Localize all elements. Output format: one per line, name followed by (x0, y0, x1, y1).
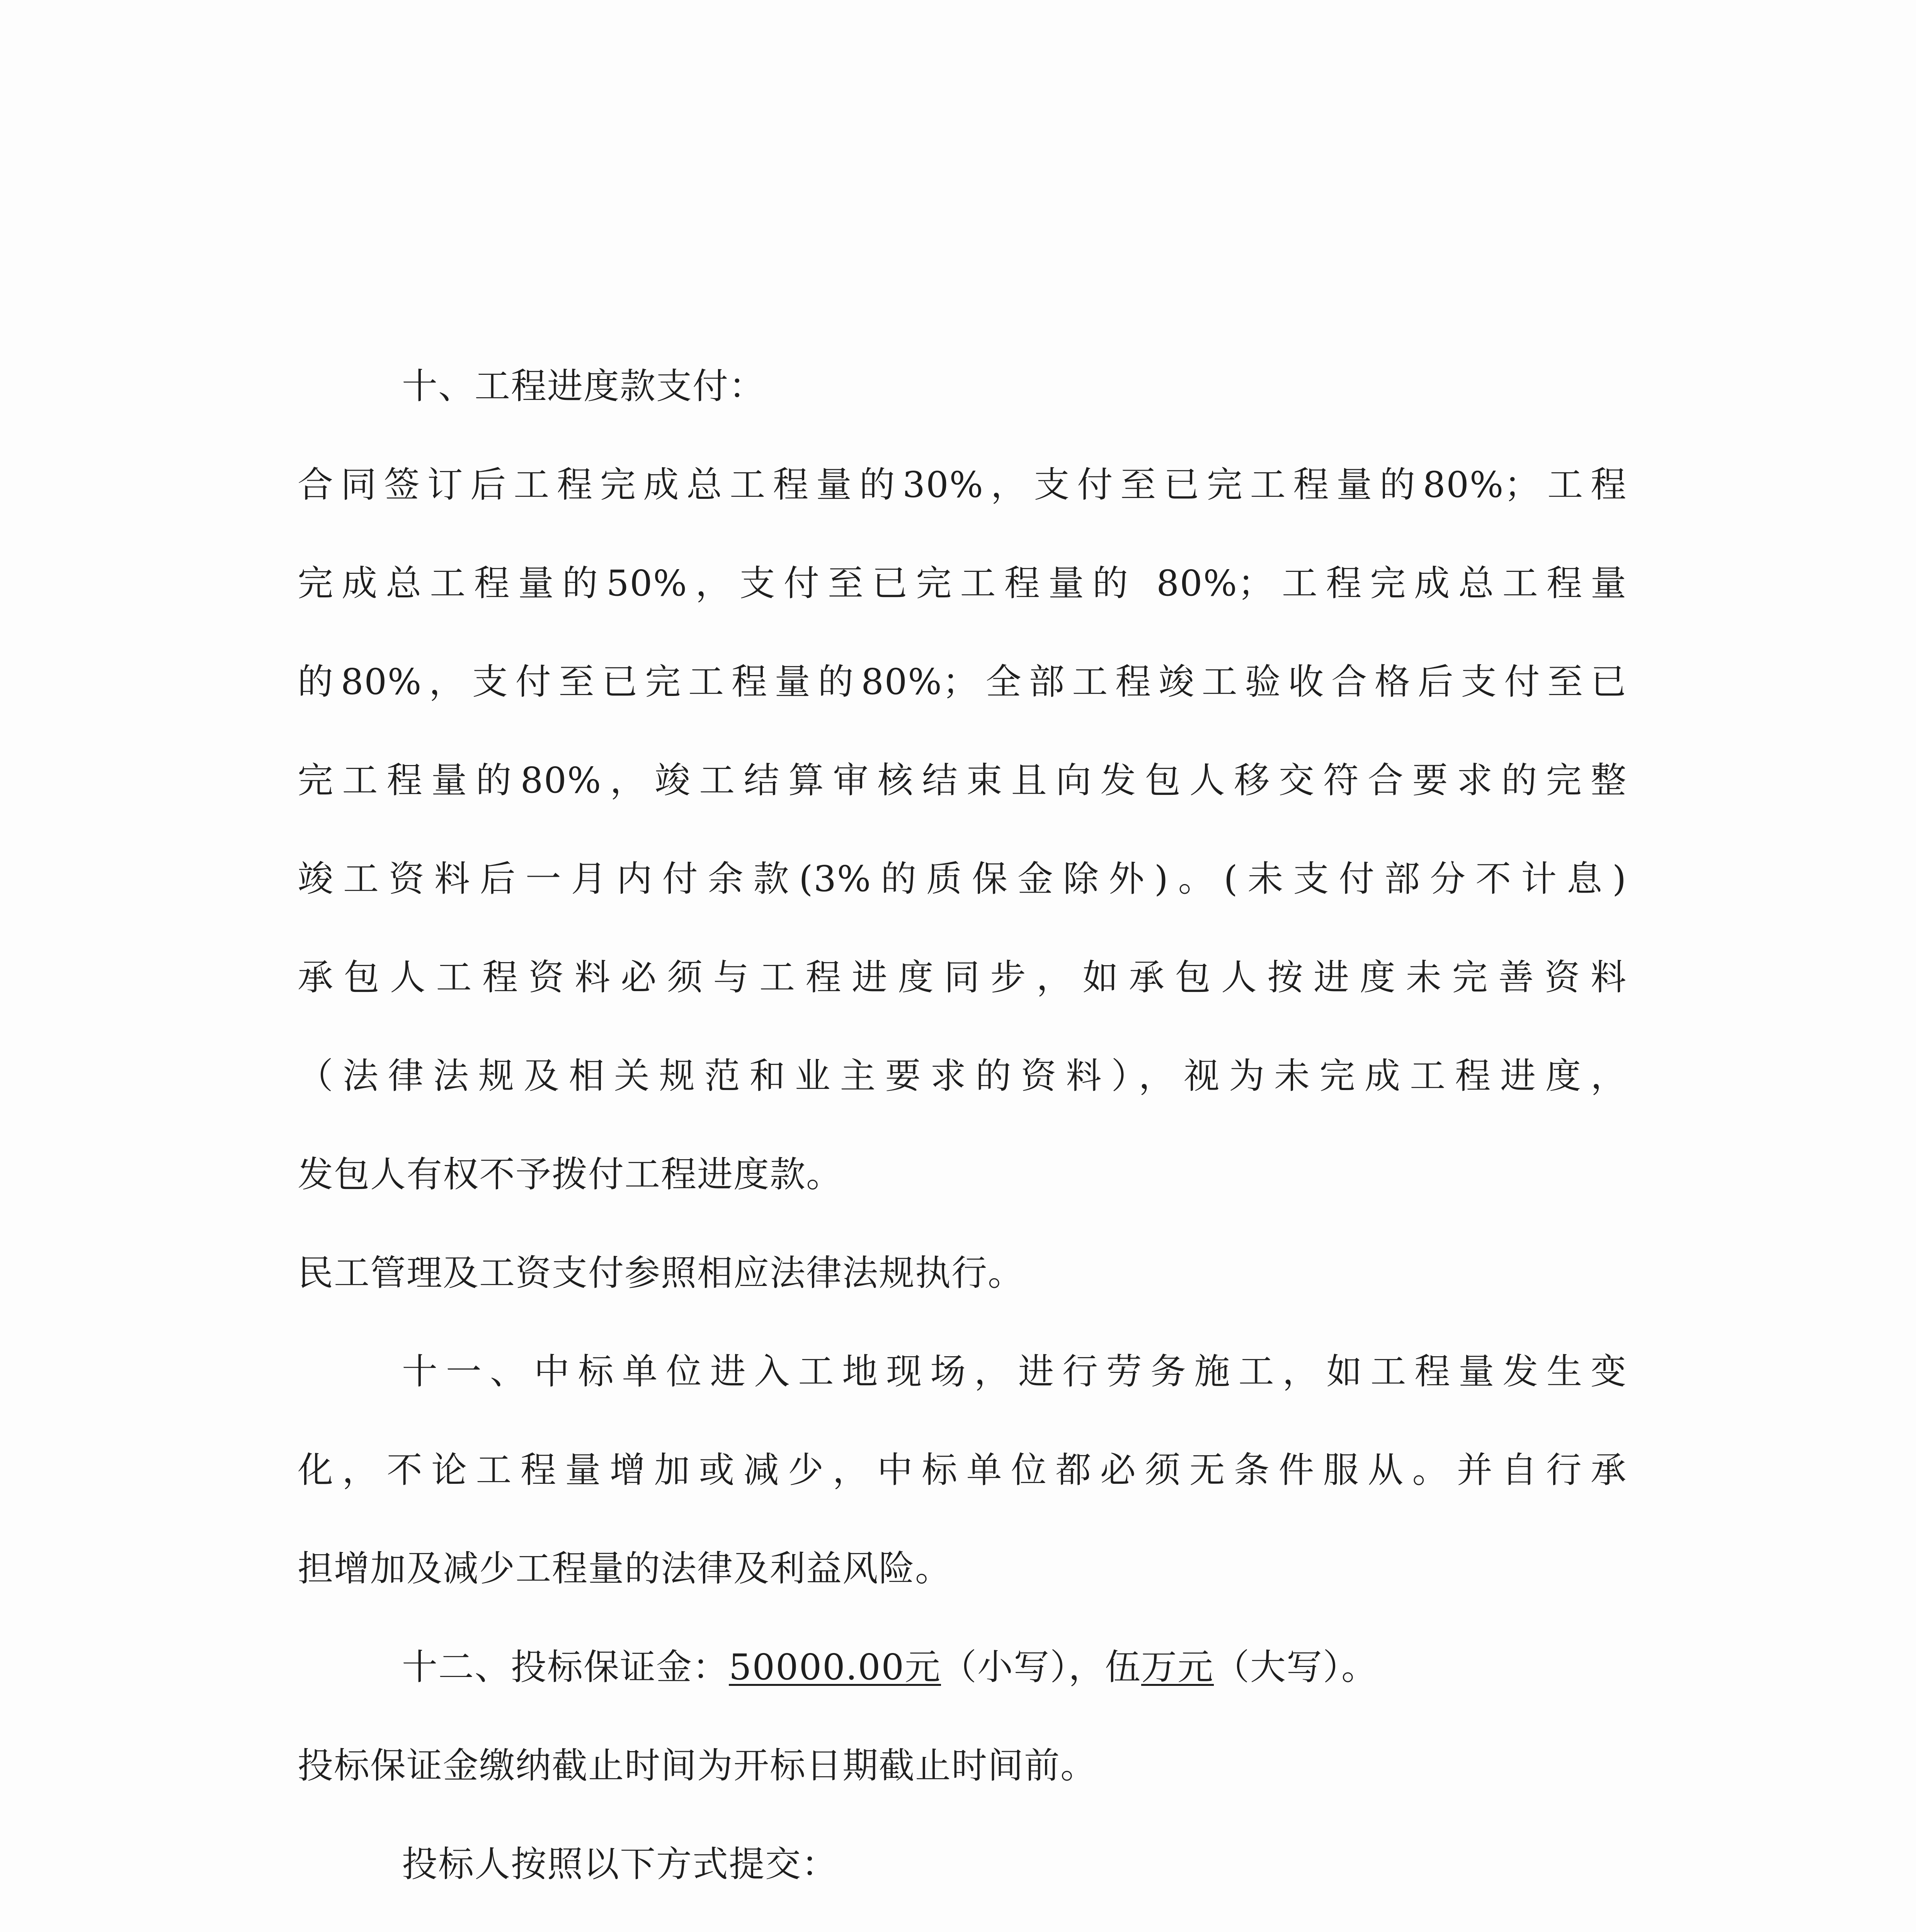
section-10-wage-note: 民工管理及工资支付参照相应法律法规执行。 (298, 1252, 1024, 1294)
section-10-para-line: 合同签订后工程完成总工程量的30%，支付至已完工程量的80%；工程 (298, 464, 1627, 505)
section-12-bid-bond-line (402, 1644, 1378, 1690)
section-10-para-line: （法律法规及相关规范和业主要求的资料），视为未完成工程进度， (298, 1055, 1627, 1097)
bid-bond-amount-big: 万元 (1141, 1646, 1214, 1688)
bid-bond-small-note: （小写），伍 (941, 1646, 1142, 1688)
section-10-para-line: 的80%，支付至已完工程量的80%；全部工程竣工验收合格后支付至已 (298, 661, 1627, 702)
section-10-para-line: 承包人工程资料必须与工程进度同步，如承包人按进度未完善资料 (298, 957, 1627, 998)
section-11-line: 十一、中标单位进入工地现场，进行劳务施工，如工程量发生变 (402, 1351, 1627, 1392)
section-11-line: 担增加及减少工程量的法律及利益风险。 (298, 1548, 952, 1589)
bid-bond-big-note: （大写）。 (1214, 1646, 1378, 1688)
section-10-heading: 十、工程进度款支付： (402, 366, 766, 407)
section-10-para-line: 完工程量的80%，竣工结算审核结束且向发包人移交符合要求的完整 (298, 760, 1627, 801)
section-12-deadline: 投标保证金缴纳截止时间为开标日期截止时间前。 (298, 1745, 1097, 1786)
section-10-para-line: 竣工资料后一月内付余款(3%的质保金除外)。(未支付部分不计息) (298, 858, 1627, 900)
bid-bond-amount-small: 50000.00元 (729, 1646, 941, 1688)
section-10-para-line: 发包人有权不予拨付工程进度款。 (298, 1154, 843, 1195)
section-11-line: 化，不论工程量增加或减少，中标单位都必须无条件服从。并自行承 (298, 1449, 1627, 1491)
section-12-method: 投标人按照以下方式提交： (402, 1844, 838, 1885)
section-10-para-line: 完成总工程量的50%，支付至已完工程量的 80%；工程完成总工程量 (298, 563, 1627, 604)
bid-bond-label: 十二、投标保证金： (402, 1646, 729, 1688)
